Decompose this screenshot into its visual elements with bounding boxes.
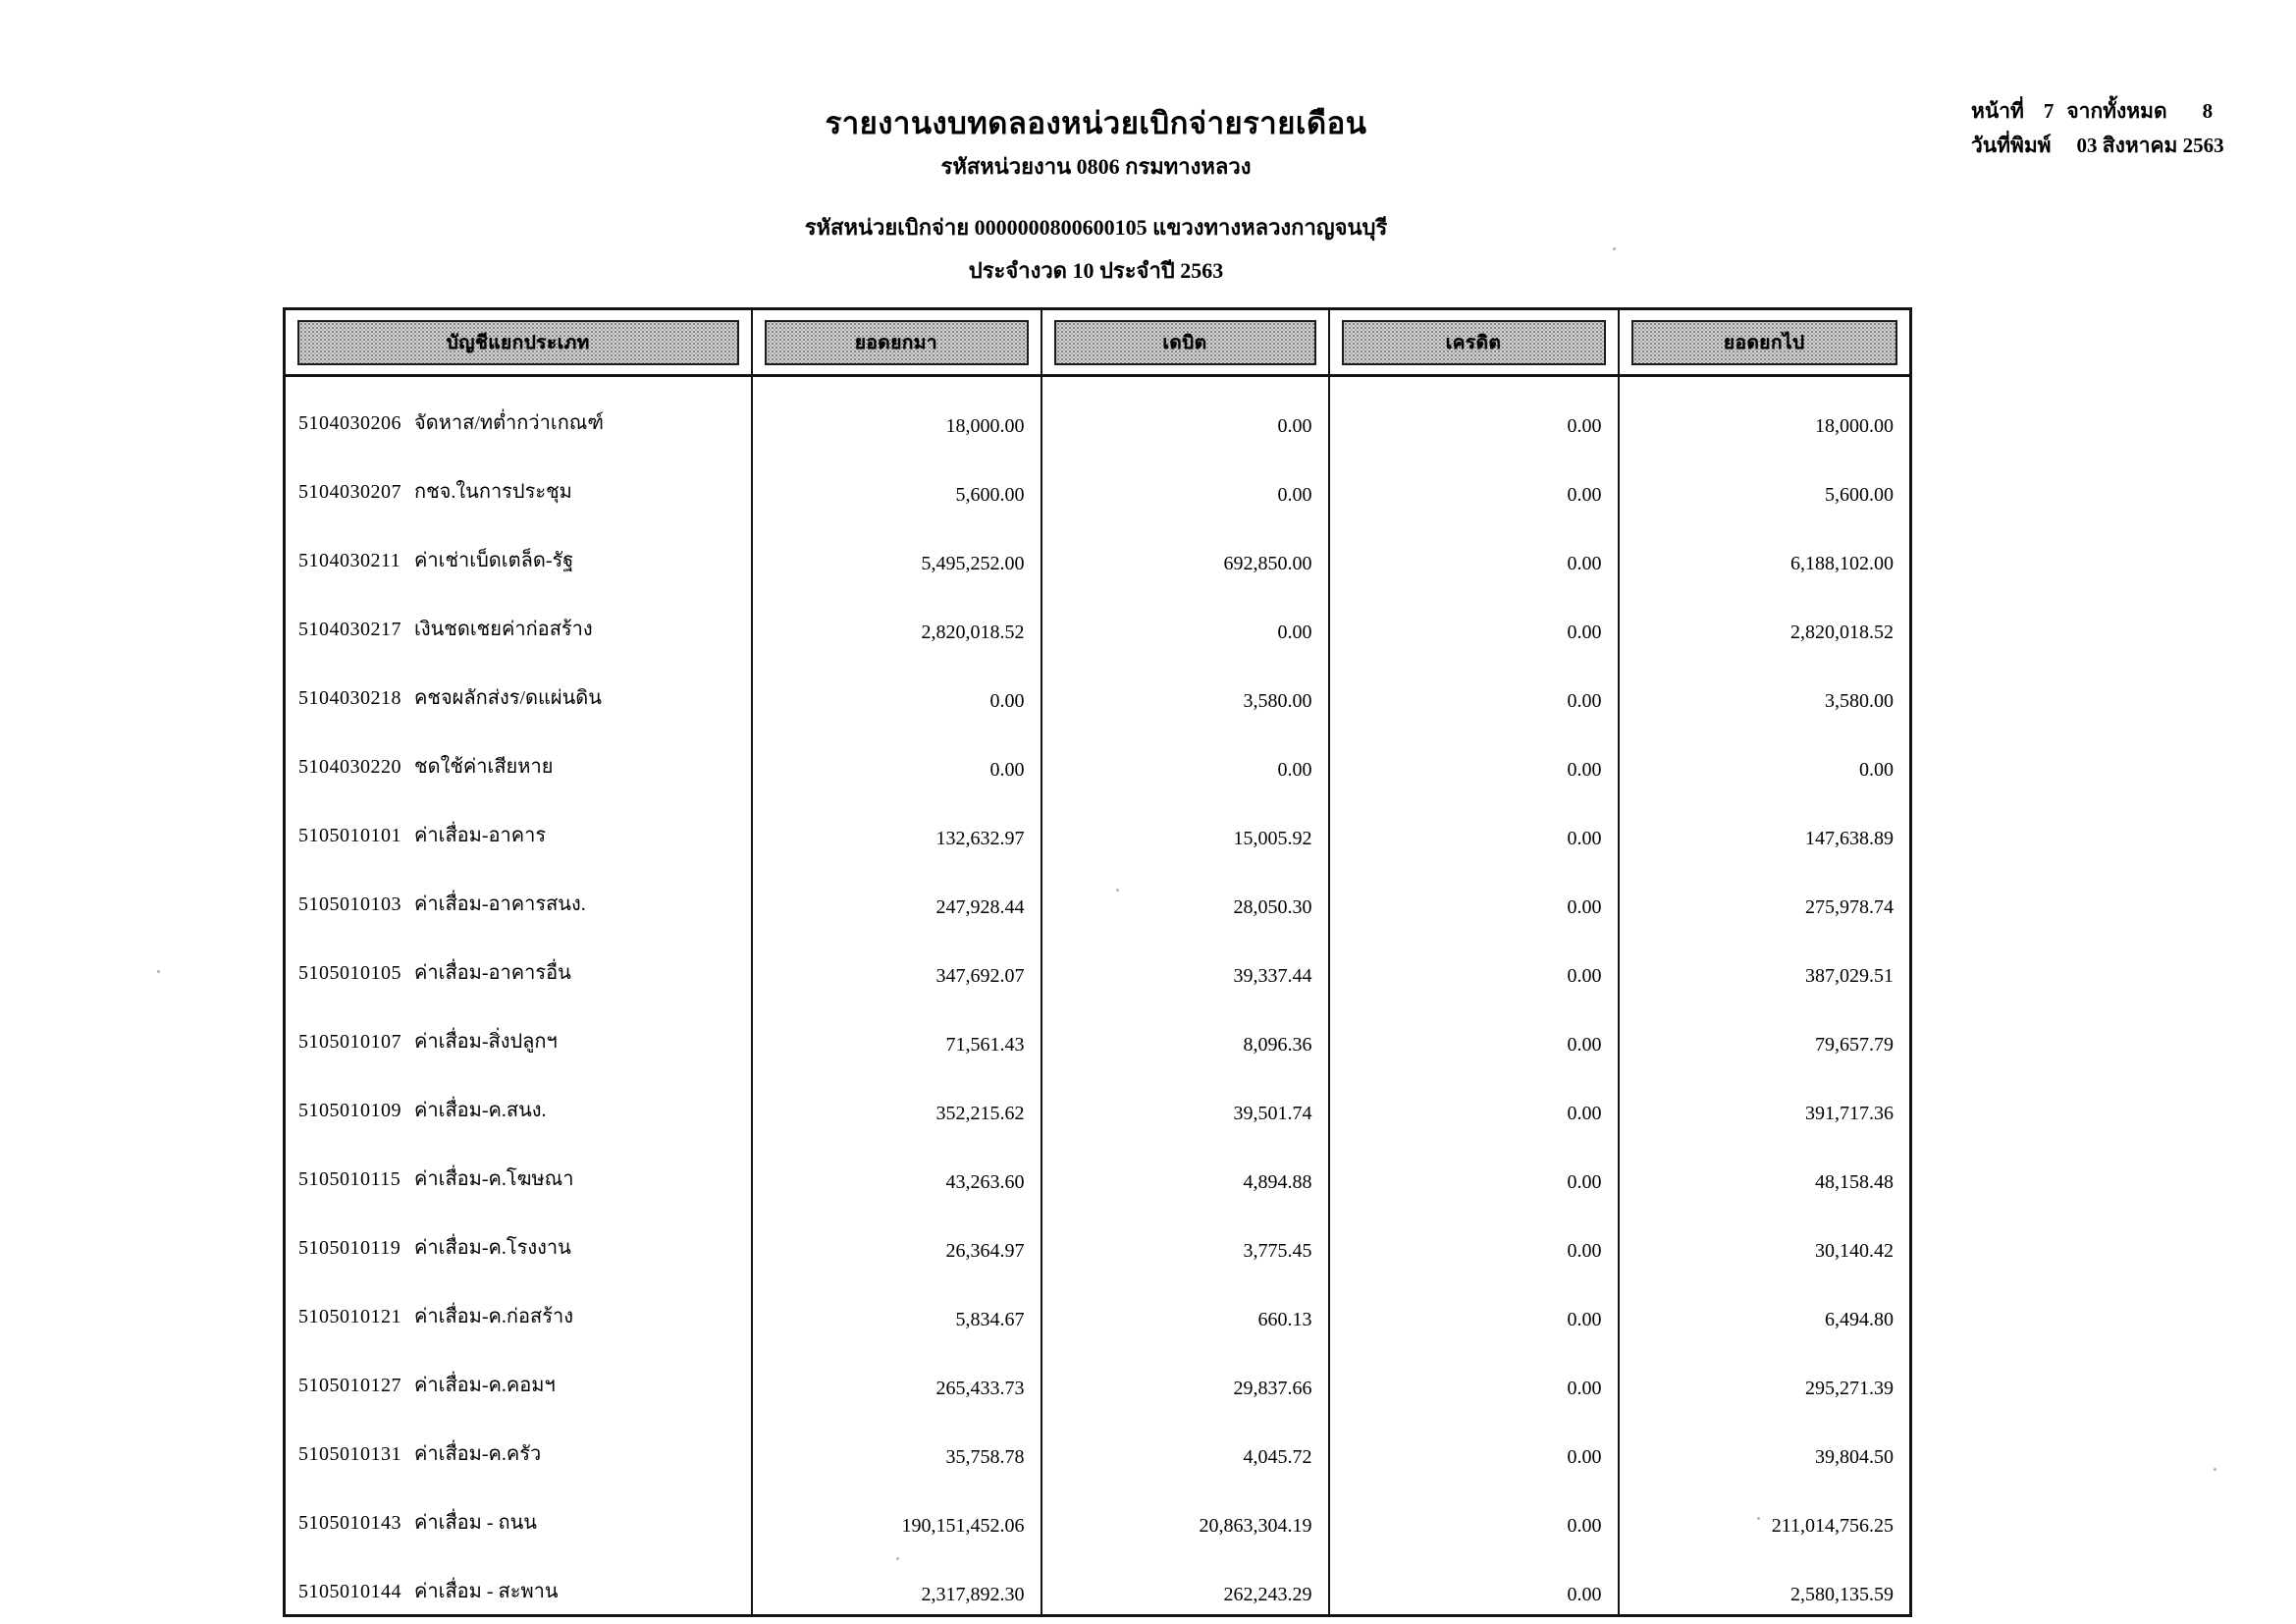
table-header-row: [285, 309, 1911, 376]
header-debit: [1041, 309, 1329, 376]
print-date-line: [1971, 129, 2224, 163]
balance-forward-cell: 265,433.73: [752, 1339, 1041, 1408]
debit-cell: 3,775.45: [1041, 1202, 1329, 1271]
scan-noise-dot: [1757, 1517, 1760, 1520]
credit-cell: 0.00: [1329, 652, 1619, 721]
header-balance-forward-label: ยอดยกมา: [765, 320, 1029, 365]
balance-forward-cell: 5,495,252.00: [752, 514, 1041, 583]
credit-cell: 0.00: [1329, 514, 1619, 583]
balance-carry-cell: 387,029.51: [1619, 927, 1911, 996]
table-row: [285, 789, 1911, 858]
account-cell: [285, 652, 752, 721]
table-row: [285, 721, 1911, 789]
debit-cell: 0.00: [1041, 721, 1329, 789]
balance-carry-cell: 2,580,135.59: [1619, 1545, 1911, 1616]
pages-total: 8: [2202, 99, 2214, 123]
balance-forward-cell: 18,000.00: [752, 376, 1041, 447]
debit-cell: 262,243.29: [1041, 1545, 1329, 1616]
table-row: [285, 446, 1911, 514]
header-credit: [1329, 309, 1619, 376]
account-code: 5104030206: [298, 412, 401, 434]
account-name: ค่าเสื่อม - ถนน: [414, 1512, 537, 1534]
account-name: ค่าเสื่อม-ค.ก่อสร้าง: [414, 1306, 573, 1327]
account-code: 5105010115: [298, 1168, 401, 1190]
account-code: 5105010131: [298, 1443, 401, 1465]
balance-carry-cell: 18,000.00: [1619, 376, 1911, 447]
account-cell: [285, 1339, 752, 1408]
debit-cell: 0.00: [1041, 583, 1329, 652]
account-cell: [285, 583, 752, 652]
header-credit-label: เครดิต: [1342, 320, 1606, 365]
credit-cell: 0.00: [1329, 1408, 1619, 1477]
debit-cell: 0.00: [1041, 446, 1329, 514]
account-cell: [285, 789, 752, 858]
balance-forward-cell: 247,928.44: [752, 858, 1041, 927]
account-cell: [285, 721, 752, 789]
page-number-line: [1971, 94, 2224, 129]
table-row: [285, 1202, 1911, 1271]
account-cell: [285, 1271, 752, 1339]
page-info: [1971, 94, 2224, 163]
table-row: [285, 1133, 1911, 1202]
account-cell: [285, 1064, 752, 1133]
credit-cell: 0.00: [1329, 1477, 1619, 1545]
table-row: [285, 1271, 1911, 1339]
account-name: ค่าเสื่อม-อาคาร: [414, 825, 547, 846]
balance-carry-cell: 275,978.74: [1619, 858, 1911, 927]
account-cell: [285, 1408, 752, 1477]
debit-cell: 15,005.92: [1041, 789, 1329, 858]
account-code: 5104030211: [298, 550, 401, 571]
account-code: 5105010127: [298, 1375, 401, 1396]
balance-forward-cell: 352,215.62: [752, 1064, 1041, 1133]
header-balance-carry-label: ยอดยกไป: [1631, 320, 1898, 365]
balance-carry-cell: 391,717.36: [1619, 1064, 1911, 1133]
scan-noise-dot: [2214, 1468, 2216, 1471]
account-code: 5105010103: [298, 893, 401, 915]
balance-forward-cell: 0.00: [752, 721, 1041, 789]
pages-total-label: จากทั้งหมด: [2066, 99, 2167, 123]
credit-cell: 0.00: [1329, 858, 1619, 927]
disbursement-unit-line: รหัสหน่วยเบิกจ่าย 0000000800600105 แขวงทางหลวงกาญจนบุรี: [804, 215, 1388, 240]
debit-cell: 3,580.00: [1041, 652, 1329, 721]
debit-cell: 4,045.72: [1041, 1408, 1329, 1477]
balance-forward-cell: 347,692.07: [752, 927, 1041, 996]
account-name: ค่าเสื่อม-อาคารอื่น: [414, 962, 571, 984]
credit-cell: 0.00: [1329, 721, 1619, 789]
account-code: 5104030217: [298, 619, 401, 640]
print-date: 03 สิงหาคม 2563: [2076, 134, 2224, 157]
table-row: [285, 652, 1911, 721]
account-name: จัดหาส/ทต่ำกว่าเกณฑ์: [414, 412, 604, 434]
account-name: ค่าเสื่อม - สะพาน: [414, 1581, 559, 1602]
balance-forward-cell: 132,632.97: [752, 789, 1041, 858]
balance-forward-cell: 26,364.97: [752, 1202, 1041, 1271]
balance-forward-cell: 0.00: [752, 652, 1041, 721]
account-code: 5105010109: [298, 1100, 401, 1121]
credit-cell: 0.00: [1329, 927, 1619, 996]
account-code: 5104030207: [298, 481, 401, 503]
debit-cell: 39,501.74: [1041, 1064, 1329, 1133]
account-cell: [285, 376, 752, 447]
balance-carry-cell: 30,140.42: [1619, 1202, 1911, 1271]
account-cell: [285, 927, 752, 996]
balance-carry-cell: 39,804.50: [1619, 1408, 1911, 1477]
header-account-label: บัญชีแยกประเภท: [297, 320, 739, 365]
credit-cell: 0.00: [1329, 583, 1619, 652]
print-date-label: วันที่พิมพ์: [1971, 134, 2052, 157]
agency-code-line: รหัสหน่วยงาน 0806 กรมทางหลวง: [940, 154, 1252, 179]
balance-carry-cell: 5,600.00: [1619, 446, 1911, 514]
account-code: 5104030218: [298, 687, 401, 709]
account-cell: [285, 1477, 752, 1545]
credit-cell: 0.00: [1329, 376, 1619, 447]
account-table-body: [285, 376, 1911, 1616]
page-label: หน้าที่: [1971, 99, 2024, 123]
debit-cell: 29,837.66: [1041, 1339, 1329, 1408]
balance-carry-cell: 211,014,756.25: [1619, 1477, 1911, 1545]
account-name: เงินชดเชยค่าก่อสร้าง: [414, 619, 593, 640]
report-title: รายงานงบทดลองหน่วยเบิกจ่ายรายเดือน: [825, 106, 1367, 140]
balance-forward-cell: 71,561.43: [752, 996, 1041, 1064]
account-name: ชดใช้ค่าเสียหาย: [414, 756, 554, 778]
credit-cell: 0.00: [1329, 1339, 1619, 1408]
credit-cell: 0.00: [1329, 446, 1619, 514]
balance-forward-cell: 43,263.60: [752, 1133, 1041, 1202]
scan-noise-dot: [1613, 247, 1616, 250]
account-code: 5105010101: [298, 825, 401, 846]
balance-carry-cell: 0.00: [1619, 721, 1911, 789]
account-name: คชจผลักส่งร/ดแผ่นดิน: [414, 687, 602, 709]
credit-cell: 0.00: [1329, 1133, 1619, 1202]
account-name: ค่าเสื่อม-ค.คอมฯ: [414, 1375, 556, 1396]
account-cell: [285, 858, 752, 927]
table-row: [285, 1064, 1911, 1133]
scan-noise-dot: [896, 1557, 899, 1560]
balance-forward-cell: 2,317,892.30: [752, 1545, 1041, 1616]
header-debit-label: เดบิต: [1054, 320, 1316, 365]
balance-forward-cell: 35,758.78: [752, 1408, 1041, 1477]
period-line: ประจำงวด 10 ประจำปี 2563: [968, 258, 1224, 283]
balance-carry-cell: 295,271.39: [1619, 1339, 1911, 1408]
credit-cell: 0.00: [1329, 789, 1619, 858]
table-row: [285, 1339, 1911, 1408]
account-name: ค่าเสื่อม-ค.สนง.: [414, 1100, 547, 1121]
account-cell: [285, 1545, 752, 1616]
account-code: 5105010105: [298, 962, 401, 984]
debit-cell: 39,337.44: [1041, 927, 1329, 996]
credit-cell: 0.00: [1329, 1545, 1619, 1616]
header-account: [285, 309, 752, 376]
balance-forward-cell: 190,151,452.06: [752, 1477, 1041, 1545]
account-cell: [285, 514, 752, 583]
trial-balance-table: [283, 307, 1912, 1617]
scan-noise-dot: [1116, 889, 1119, 892]
credit-cell: 0.00: [1329, 996, 1619, 1064]
account-cell: [285, 1133, 752, 1202]
account-name: ค่าเช่าเบ็ดเตล็ด-รัฐ: [414, 550, 574, 571]
account-cell: [285, 1202, 752, 1271]
account-code: 5105010121: [298, 1306, 401, 1327]
account-name: ค่าเสื่อม-ค.โฆษณา: [414, 1168, 574, 1190]
debit-cell: 8,096.36: [1041, 996, 1329, 1064]
account-code: 5105010143: [298, 1512, 401, 1534]
credit-cell: 0.00: [1329, 1064, 1619, 1133]
account-name: ค่าเสื่อม-ค.ครัว: [414, 1443, 542, 1465]
balance-forward-cell: 2,820,018.52: [752, 583, 1041, 652]
table-row: [285, 858, 1911, 927]
table-row: [285, 1545, 1911, 1616]
balance-carry-cell: 48,158.48: [1619, 1133, 1911, 1202]
table-row: [285, 1477, 1911, 1545]
balance-forward-cell: 5,600.00: [752, 446, 1041, 514]
account-code: 5105010144: [298, 1581, 401, 1602]
debit-cell: 660.13: [1041, 1271, 1329, 1339]
account-code: 5105010119: [298, 1237, 401, 1259]
scan-noise-dot: [157, 970, 160, 973]
header-balance-forward: [752, 309, 1041, 376]
credit-cell: 0.00: [1329, 1202, 1619, 1271]
account-name: ค่าเสื่อม-สิ่งปลูกฯ: [414, 1031, 558, 1053]
debit-cell: 4,894.88: [1041, 1133, 1329, 1202]
table-row: [285, 927, 1911, 996]
page-number: 7: [2043, 99, 2055, 123]
balance-carry-cell: 6,188,102.00: [1619, 514, 1911, 583]
balance-forward-cell: 5,834.67: [752, 1271, 1041, 1339]
table-row: [285, 996, 1911, 1064]
debit-cell: 20,863,304.19: [1041, 1477, 1329, 1545]
balance-carry-cell: 2,820,018.52: [1619, 583, 1911, 652]
account-name: ค่าเสื่อม-ค.โรงงาน: [414, 1237, 571, 1259]
account-code: 5105010107: [298, 1031, 401, 1053]
header-balance-carry: [1619, 309, 1911, 376]
debit-cell: 692,850.00: [1041, 514, 1329, 583]
balance-carry-cell: 79,657.79: [1619, 996, 1911, 1064]
debit-cell: 28,050.30: [1041, 858, 1329, 927]
table-row: [285, 514, 1911, 583]
account-name: กชจ.ในการประชุม: [414, 481, 572, 503]
balance-carry-cell: 3,580.00: [1619, 652, 1911, 721]
account-code: 5104030220: [298, 756, 401, 778]
report-header: [283, 0, 1909, 295]
table-row: [285, 583, 1911, 652]
account-name: ค่าเสื่อม-อาคารสนง.: [414, 893, 586, 915]
credit-cell: 0.00: [1329, 1271, 1619, 1339]
account-cell: [285, 446, 752, 514]
balance-carry-cell: 147,638.89: [1619, 789, 1911, 858]
table-row: [285, 376, 1911, 447]
account-cell: [285, 996, 752, 1064]
balance-carry-cell: 6,494.80: [1619, 1271, 1911, 1339]
table-row: [285, 1408, 1911, 1477]
debit-cell: 0.00: [1041, 376, 1329, 447]
